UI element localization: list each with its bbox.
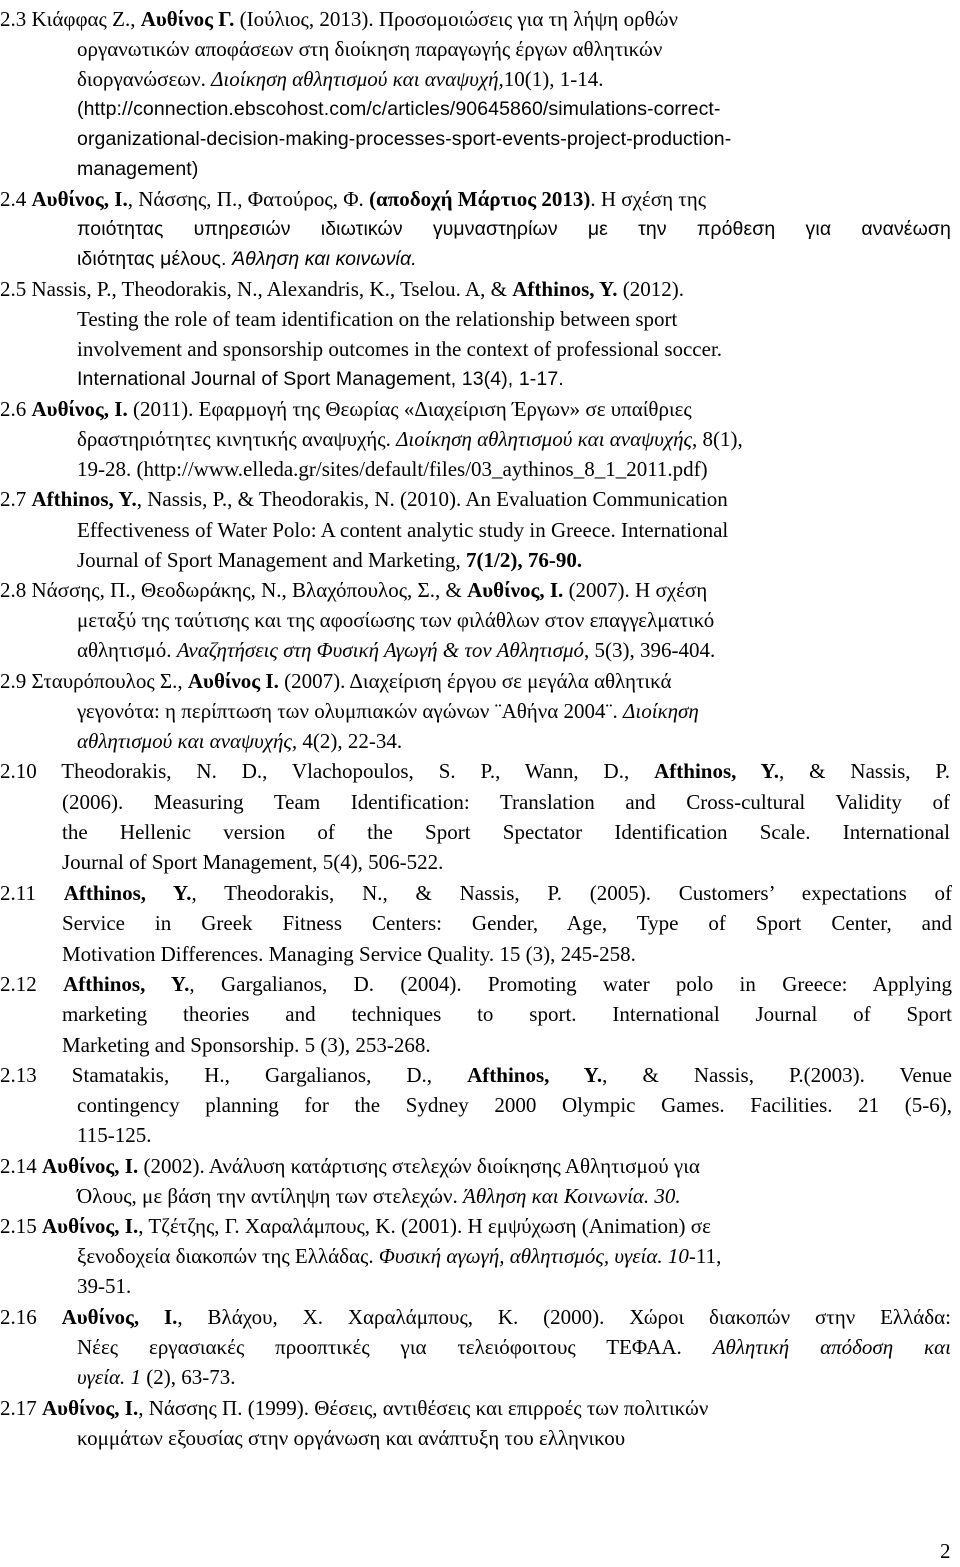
- reference-text: ιδιότητας μέλους.: [77, 248, 233, 270]
- reference-line: [77, 1362, 236, 1392]
- reference-line: [77, 64, 603, 94]
- reference-text: Effectiveness of Water Polo: A content analytic study in Greece. International: [77, 518, 729, 542]
- reference-text: management): [77, 158, 199, 180]
- author-highlight: Afthinos, Y.: [31, 487, 137, 511]
- reference-text: μεταξύ της ταύτισης και της αφοσίωσης των φιλάθλων στον επαγγελματικό: [77, 608, 715, 632]
- reference-text: 2.10 Theodorakis, N. D., Vlachopoulos, S. P., Wann, D.,: [0, 759, 655, 783]
- reference-line: [62, 999, 952, 1029]
- reference-line: [77, 605, 714, 635]
- reference-line: [62, 939, 636, 969]
- author-highlight: Αυθίνος, Ι.: [42, 1154, 139, 1178]
- reference-text: (2006). Measuring Team Identification: Translation and Cross-cultural Validity of: [62, 790, 950, 814]
- reference-text: involvement and sponsorship outcomes in the context of professional soccer.: [77, 337, 723, 361]
- reference-text: -11,: [688, 1244, 722, 1268]
- reference-line: [77, 364, 564, 394]
- reference-line: [77, 1181, 681, 1211]
- reference-line: [77, 214, 951, 244]
- reference-text: 39-51.: [77, 1274, 132, 1298]
- reference-line: [77, 1332, 951, 1362]
- reference-text: the Hellenic version of the Sport Spectator Identification Scale. International: [62, 820, 950, 844]
- reference-text: (2012).: [617, 277, 684, 301]
- reference-text: 2.17: [0, 1396, 42, 1420]
- reference-line: [0, 1302, 951, 1332]
- reference-line: [77, 1090, 952, 1120]
- reference-text: αθλητισμό.: [77, 638, 177, 662]
- reference-text: Motivation Differences. Managing Service Quality. 15 (3), 245-258.: [62, 942, 636, 966]
- reference-line: [77, 696, 699, 726]
- reference-text: (2), 63-73.: [141, 1365, 236, 1389]
- reference-text: Testing the role of team identification on the relationship between sport: [77, 307, 678, 331]
- author-highlight: Αυθίνος, Ι.: [467, 578, 564, 602]
- reference-line: [0, 878, 952, 908]
- reference-text: ποιότητας υπηρεσιών ιδιωτικών γυμναστηρίων με την πρόθεση για ανανέωση: [77, 218, 951, 240]
- reference-text: 2.4: [0, 187, 32, 211]
- reference-text: , Theodorakis, N., & Nassis, P. (2005). Customers’ expectations of: [191, 881, 952, 905]
- journal-title: Διοίκηση: [623, 699, 699, 723]
- reference-text: contingency planning for the Sydney 2000 Olympic Games. Facilities. 21 (5-6),: [77, 1093, 952, 1117]
- reference-text: 2.3 Κιάφφας Ζ.,: [0, 7, 141, 31]
- reference-line: [62, 817, 950, 847]
- reference-text: (2002). Ανάλυση κατάρτισης στελεχών διοίκησης Αθλητισμού για: [138, 1154, 700, 1178]
- reference-text: 115-125.: [77, 1123, 152, 1147]
- journal-title: Φυσική αγωγή, αθλητισμός, υγεία. 10: [378, 1244, 689, 1268]
- journal-title: Αναζητήσεις στη Φυσική Αγωγή & τον Αθλητισμό: [176, 638, 584, 662]
- author-highlight: (αποδοχή Μάρτιος 2013): [369, 187, 591, 211]
- journal-title: Διοίκηση αθλητισμού και αναψυχή,: [211, 67, 504, 91]
- reference-line: [0, 1151, 700, 1181]
- reference-line: [77, 124, 731, 154]
- reference-line: [0, 184, 706, 214]
- author-highlight: Afthinos, Y.: [467, 1063, 603, 1087]
- reference-line: [0, 274, 684, 304]
- author-highlight: Αυθίνος, Ι.: [42, 1396, 139, 1420]
- page-number: 2: [940, 1539, 951, 1563]
- reference-line: [0, 1060, 952, 1090]
- author-highlight: Αυθίνος, Ι.: [61, 1305, 178, 1329]
- reference-line: [62, 847, 443, 877]
- author-highlight: Afthinos, Y.: [63, 972, 190, 996]
- reference-line: [77, 635, 715, 665]
- journal-title: αθλητισμού και αναψυχής,: [77, 729, 298, 753]
- reference-text: (Ιούλιος, 2013). Προσομοιώσεις για τη λήψη ορθών: [234, 7, 678, 31]
- reference-text: (2007). Διαχείριση έργου σε μεγάλα αθλητικά: [278, 669, 672, 693]
- author-highlight: Αυθίνος, Ι.: [31, 187, 128, 211]
- reference-text: 2.12: [0, 972, 64, 996]
- author-highlight: Afthinos, Y.: [654, 759, 780, 783]
- reference-text: 2.7: [0, 487, 32, 511]
- reference-line: [0, 484, 728, 514]
- reference-text: , & Nassis, P.(2003). Venue: [602, 1063, 952, 1087]
- reference-text: . Η σχέση της: [590, 187, 707, 211]
- reference-text: γεγονότα: η περίπτωση των ολυμπιακών αγώνων ¨Αθήνα 2004¨.: [77, 699, 624, 723]
- reference-line: [0, 1211, 711, 1241]
- reference-text: διοργανώσεων.: [77, 67, 212, 91]
- reference-text: 2.8 Νάσσης, Π., Θεοδωράκης, Ν., Βλαχόπουλος, Σ., &: [0, 578, 468, 602]
- reference-text: οργανωτικών αποφάσεων στη διοίκηση παραγωγής έργων αθλητικών: [77, 37, 663, 61]
- reference-line: [0, 666, 672, 696]
- reference-text: (http://connection.ebscohost.com/c/articles/90645860/simulations-correct-: [77, 98, 721, 120]
- reference-text: (2007). Η σχέση: [563, 578, 708, 602]
- journal-title: Άθληση και Κοινωνία. 30.: [463, 1184, 681, 1208]
- reference-text: , Τζέτζης, Γ. Χαραλάμπους, Κ. (2001). Η εμψύχωση (Animation) σε: [138, 1214, 711, 1238]
- reference-text: 2.13 Stamatakis, H., Gargalianos, D.,: [0, 1063, 468, 1087]
- reference-line: [62, 1030, 431, 1060]
- reference-line: [62, 787, 950, 817]
- reference-text: 4(2), 22-34.: [297, 729, 403, 753]
- reference-line: [0, 394, 692, 424]
- reference-text: 2.15: [0, 1214, 42, 1238]
- reference-text: κομμάτων εξουσίας στην οργάνωση και ανάπτυξη του ελληνικου: [77, 1426, 626, 1450]
- reference-line: [0, 756, 950, 786]
- reference-line: [77, 1241, 721, 1271]
- journal-title: υγεία. 1: [77, 1365, 142, 1389]
- reference-text: , Νάσσης, Π., Φατούρος, Φ.: [127, 187, 370, 211]
- reference-line: [0, 1393, 708, 1423]
- reference-line: [77, 424, 743, 454]
- author-highlight: Αυθίνος Γ.: [140, 7, 235, 31]
- reference-text: , 8(1),: [692, 427, 743, 451]
- journal-title: Διοίκηση αθλητισμού και αναψυχής: [396, 427, 693, 451]
- reference-text: , Gargalianos, D. (2004). Promoting water polo in Greece: Applying: [189, 972, 952, 996]
- reference-text: Journal of Sport Management, 5(4), 506-522.: [62, 850, 444, 874]
- reference-text: δραστηριότητες κινητικής αναψυχής.: [77, 427, 397, 451]
- author-highlight: Αυθίνος, Ι.: [31, 397, 128, 421]
- reference-line: [77, 1423, 625, 1453]
- author-highlight: 7(1/2), 76-90.: [466, 548, 583, 572]
- reference-text: organizational-decision-making-processes-sport-events-project-production-: [77, 128, 732, 150]
- reference-line: [77, 154, 198, 184]
- reference-text: 2.16: [0, 1305, 62, 1329]
- reference-text: ξενοδοχεία διακοπών της Ελλάδας.: [77, 1244, 379, 1268]
- reference-line: [77, 244, 417, 274]
- reference-line: [77, 304, 677, 334]
- journal-title: Αθλητική απόδοση και: [712, 1335, 951, 1359]
- reference-line: [0, 575, 707, 605]
- reference-text: 2.5 Nassis, P., Theodorakis, N., Alexandris, K., Tselou. A, &: [0, 277, 513, 301]
- author-highlight: Αυθίνος, Ι.: [42, 1214, 139, 1238]
- reference-text: 2.11: [0, 881, 64, 905]
- reference-line: [77, 94, 721, 124]
- reference-text: , Νάσσης Π. (1999). Θέσεις, αντιθέσεις και επιρροές των πολιτικών: [138, 1396, 709, 1420]
- reference-line: [77, 34, 662, 64]
- author-highlight: Afthinos, Y.: [63, 881, 192, 905]
- reference-text: , & Nassis, P.: [779, 759, 951, 783]
- reference-line: [0, 4, 678, 34]
- reference-line: [77, 334, 722, 364]
- reference-line: [0, 969, 952, 999]
- reference-line: [77, 454, 708, 484]
- reference-text: 2.14: [0, 1154, 42, 1178]
- reference-text: , Nassis, P., & Theodorakis, N. (2010). An Evaluation Communication: [136, 487, 728, 511]
- reference-line: [62, 908, 952, 938]
- reference-line: [77, 726, 402, 756]
- reference-text: 19-28. (http://www.elleda.gr/sites/default/files/03_aythinos_8_1_2011.pdf): [77, 457, 708, 481]
- author-highlight: Afthinos, Y.: [512, 277, 618, 301]
- reference-text: Marketing and Sponsorship. 5 (3), 253-268.: [62, 1033, 431, 1057]
- reference-text: International Journal of Sport Management, 13(4), 1-17.: [77, 368, 564, 390]
- reference-text: 10(1), 1-14.: [503, 67, 604, 91]
- reference-line: [77, 1120, 151, 1150]
- reference-line: [77, 545, 582, 575]
- reference-text: 2.9 Σταυρόπουλος Σ.,: [0, 669, 188, 693]
- reference-text: marketing theories and techniques to sport. International Journal of Sport: [62, 1002, 952, 1026]
- reference-text: 2.6: [0, 397, 32, 421]
- reference-text: (2011). Εφαρμογή της Θεωρίας «Διαχείριση Έργων» σε υπαίθριες: [127, 397, 692, 421]
- reference-line: [77, 515, 728, 545]
- reference-text: Journal of Sport Management and Marketing,: [77, 548, 466, 572]
- reference-line: [77, 1271, 131, 1301]
- reference-text: , Βλάχου, Χ. Χαραλάμπους, Κ. (2000). Χώροι διακοπών στην Ελλάδα:: [177, 1305, 951, 1329]
- reference-text: Όλους, με βάση την αντίληψη των στελεχών.: [77, 1184, 463, 1208]
- reference-text: Νέες εργασιακές προοπτικές για τελειόφοιτους ΤΕΦΑΑ.: [77, 1335, 713, 1359]
- author-highlight: Αυθίνος Ι.: [187, 669, 279, 693]
- journal-title: Άθληση και κοινωνία.: [232, 248, 417, 270]
- reference-text: , 5(3), 396-404.: [584, 638, 716, 662]
- reference-text: Service in Greek Fitness Centers: Gender, Age, Type of Sport Center, and: [62, 911, 952, 935]
